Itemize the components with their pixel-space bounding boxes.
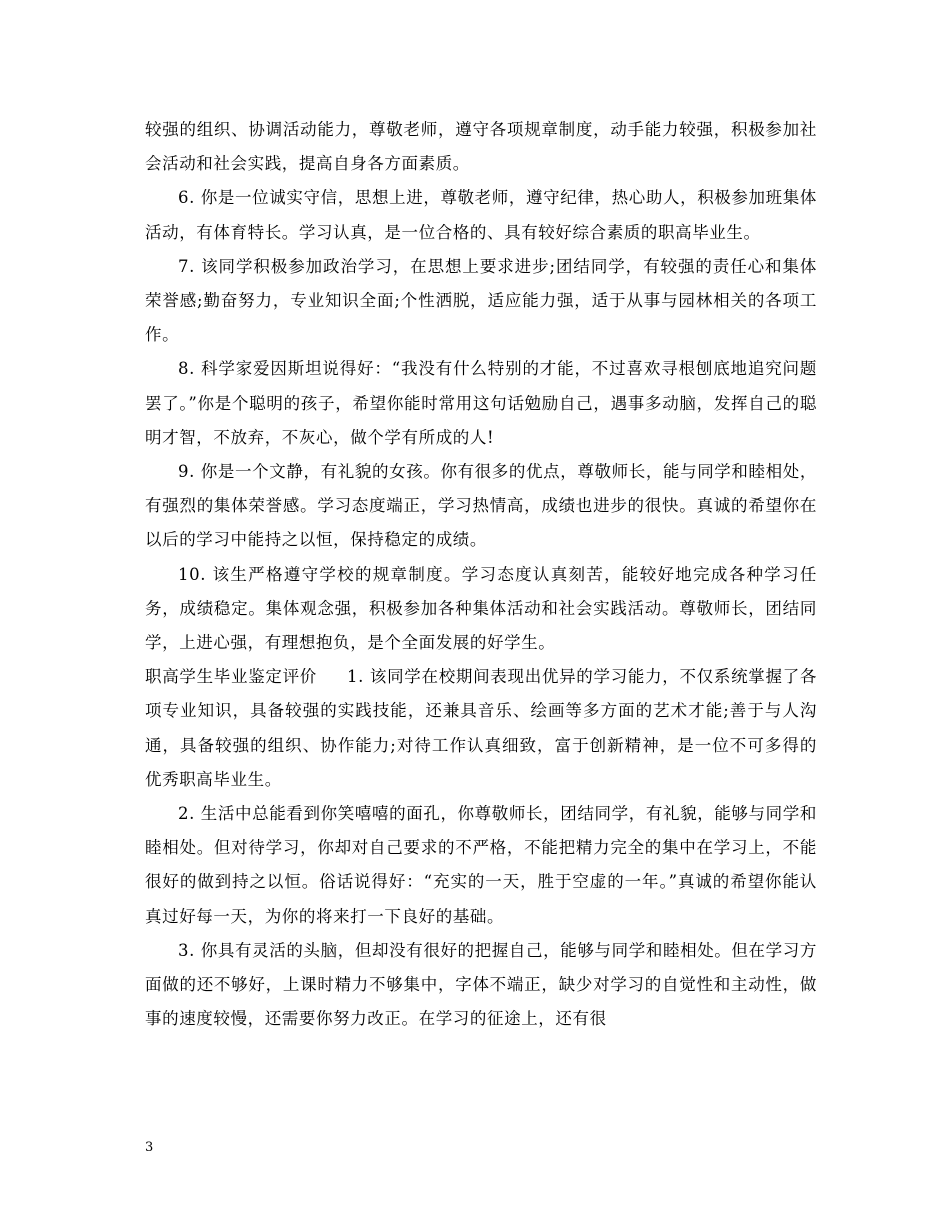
paragraph-item-3: 3. 你具有灵活的头脑，但却没有很好的把握自己，能够与同学和睦相处。但在学习方面做的还不够好，上课时精力不够集中，字体不端正，缺少对学习的自觉性和主动性，做事的速度较慢，还需要你努力改正。在学习的征途上，还有很 xyxy=(145,940,817,1029)
paragraph-item-10: 10. 该生严格遵守学校的规章制度。学习态度认真刻苦，能较好地完成各种学习任务，成绩稳定。集体观念强，积极参加各种集体活动和社会实践活动。尊敬师长，团结同学，上进心强，有理想抱负，是个全面发展的好学生。 xyxy=(145,564,817,653)
section-heading: 职高学生毕业鉴定评价 xyxy=(145,667,318,687)
body-text xyxy=(145,113,817,1036)
paragraph-item-7: 7. 该同学积极参加政治学习，在思想上要求进步;团结同学，有较强的责任心和集体荣誉感;勤奋努力，专业知识全面;个性洒脱，适应能力强，适于从事与园林相关的各项工作。 xyxy=(145,256,817,345)
paragraph-item-8: 8. 科学家爱因斯坦说得好：“我没有什么特别的才能，不过喜欢寻根刨底地追究问题罢了。”你是个聪明的孩子，希望你能时常用这句话勉励自己，遇事多动脑，发挥自己的聪明才智，不放弃，不灰心，做个学有所成的人! xyxy=(145,359,817,447)
paragraph-item-9: 9. 你是一个文静，有礼貌的女孩。你有很多的优点，尊敬师长，能与同学和睦相处，有强烈的集体荣誉感。学习态度端正，学习热情高，成绩也进步的很快。真诚的希望你在以后的学习中能持之以恒，保持稳定的成绩。 xyxy=(145,462,817,550)
page-number: 3 xyxy=(145,1140,154,1155)
paragraph-item-1: 1. 该同学在校期间表现出优异的学习能力，不仅系统掌握了各项专业知识，具备较强的实践技能，还兼具音乐、绘画等多方面的艺术才能;善于与人沟通，具备较强的组织、协作能力;对待工作认真细致，富于创新精神，是一位不可多得的优秀职高毕业生。 xyxy=(145,667,818,789)
section-paragraph xyxy=(145,660,817,797)
paragraph-continuation: 较强的组织、协调活动能力，尊敬老师，遵守各项规章制度，动手能力较强，积极参加社会活动和社会实践，提高自身各方面素质。 xyxy=(145,120,817,174)
paragraph-item-6: 6. 你是一位诚实守信，思想上进，尊敬老师，遵守纪律，热心助人，积极参加班集体活动，有体育特长。学习认真，是一位合格的、具有较好综合素质的职高毕业生。 xyxy=(145,188,817,242)
paragraph-item-2: 2. 生活中总能看到你笑嘻嘻的面孔，你尊敬师长，团结同学，有礼貌，能够与同学和睦相处。但对待学习，你却对自己要求的不严格，不能把精力完全的集中在学习上，不能很好的做到持之以恒。俗话说得好：“充实的一天，胜于空虚的一年。”真诚的希望你能认真过好每一天，为你的将来打一下良好的基础。 xyxy=(145,804,817,926)
